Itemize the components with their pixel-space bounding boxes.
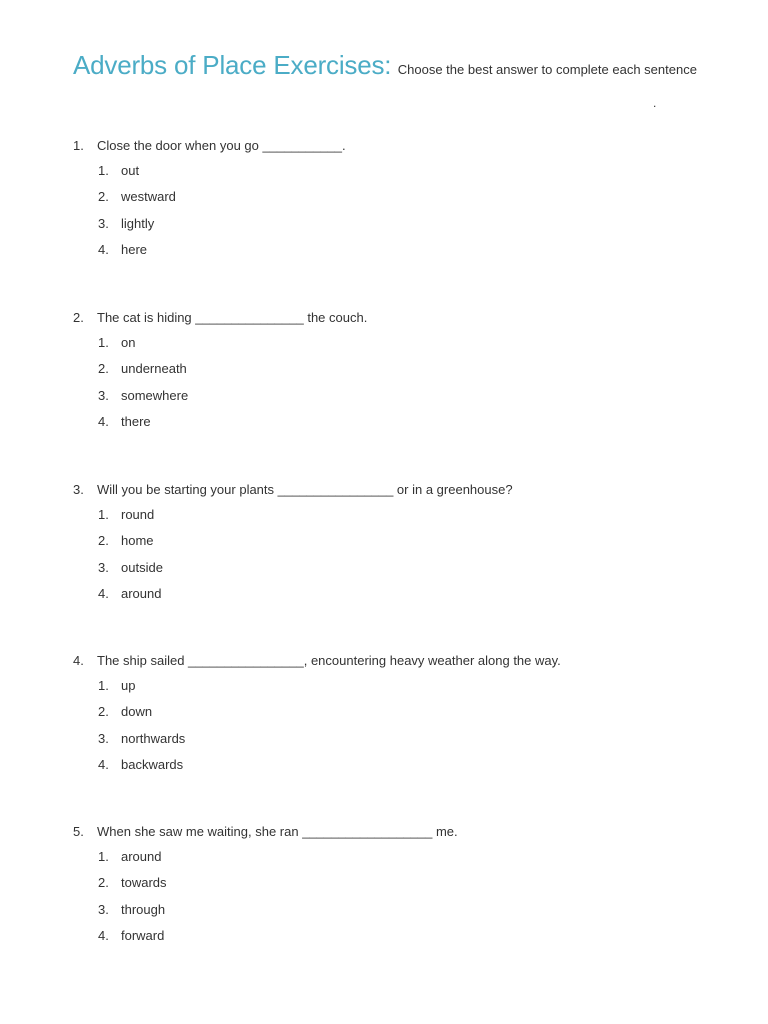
option-text: on: [121, 335, 136, 350]
answer-option[interactable]: [73, 581, 733, 607]
answer-option[interactable]: [73, 330, 733, 356]
answer-options: [73, 330, 733, 435]
question-number: 3.: [73, 482, 84, 497]
option-text: forward: [121, 927, 165, 943]
option-text: westward: [121, 189, 176, 205]
option-number: 2.: [98, 361, 109, 377]
option-text: through: [121, 901, 166, 917]
option-number: 3.: [98, 559, 109, 575]
option-text: up: [121, 678, 136, 693]
answer-options: [73, 158, 733, 263]
option-number: 2.: [98, 875, 109, 891]
answer-option[interactable]: [73, 752, 733, 778]
option-number: 1.: [98, 678, 109, 693]
option-number: 4.: [98, 756, 109, 772]
question-line: [73, 822, 733, 842]
option-number: 2.: [98, 533, 109, 549]
option-text: northwards: [121, 730, 186, 746]
question-line: [73, 308, 733, 328]
question-text: The ship sailed ________________, encountering heavy weather along the way.: [97, 653, 561, 668]
option-number: 4.: [98, 585, 109, 601]
answer-option[interactable]: [73, 870, 733, 896]
question-text: The cat is hiding _______________ the couch.: [97, 310, 368, 325]
answer-options: [73, 673, 733, 778]
option-text: round: [121, 507, 155, 522]
answer-option[interactable]: [73, 844, 733, 870]
answer-option[interactable]: [73, 502, 733, 528]
option-text: home: [121, 533, 154, 549]
option-number: 1.: [98, 163, 109, 178]
option-text: there: [121, 413, 151, 429]
question-3: [73, 480, 733, 607]
question-text: Will you be starting your plants ________________ or in a greenhouse?: [97, 482, 513, 497]
option-text: out: [121, 163, 140, 178]
question-text: Close the door when you go ___________.: [97, 138, 346, 153]
trailing-dot: .: [653, 96, 657, 110]
question-4: [73, 651, 733, 778]
answer-options: [73, 844, 733, 949]
answer-option[interactable]: [73, 383, 733, 409]
option-number: 4.: [98, 241, 109, 257]
option-text: underneath: [121, 361, 187, 377]
answer-option[interactable]: [73, 673, 733, 699]
option-text: lightly: [121, 215, 155, 231]
question-number: 5.: [73, 824, 84, 839]
answer-option[interactable]: [73, 555, 733, 581]
question-line: [73, 480, 733, 500]
option-number: 2.: [98, 189, 109, 205]
answer-option[interactable]: [73, 211, 733, 237]
option-number: 1.: [98, 849, 109, 864]
answer-option[interactable]: [73, 184, 733, 210]
option-text: backwards: [121, 756, 184, 772]
answer-option[interactable]: [73, 897, 733, 923]
option-text: around: [121, 585, 162, 601]
option-number: 4.: [98, 413, 109, 429]
answer-option[interactable]: [73, 356, 733, 382]
option-number: 1.: [98, 335, 109, 350]
option-number: 3.: [98, 387, 109, 403]
option-text: towards: [121, 875, 167, 891]
question-1: [73, 136, 733, 263]
option-text: outside: [121, 559, 163, 575]
answer-option[interactable]: [73, 699, 733, 725]
answer-option[interactable]: [73, 923, 733, 949]
question-number: 2.: [73, 310, 84, 325]
option-number: 2.: [98, 704, 109, 720]
option-number: 3.: [98, 215, 109, 231]
question-2: [73, 308, 733, 435]
option-text: around: [121, 849, 162, 864]
question-5: [73, 822, 733, 949]
option-number: 1.: [98, 507, 109, 522]
option-text: somewhere: [121, 387, 189, 403]
option-number: 3.: [98, 901, 109, 917]
answer-option[interactable]: [73, 158, 733, 184]
answer-options: [73, 502, 733, 607]
question-line: [73, 136, 733, 156]
instruction-text: Choose the best answer to complete each sentence: [397, 62, 697, 77]
page-title: Adverbs of Place Exercises:: [73, 50, 392, 80]
option-number: 3.: [98, 730, 109, 746]
option-text: down: [121, 704, 153, 720]
worksheet-header: [73, 50, 697, 81]
answer-option[interactable]: [73, 528, 733, 554]
answer-option[interactable]: [73, 726, 733, 752]
question-text: When she saw me waiting, she ran __________________ me.: [97, 824, 458, 839]
option-number: 4.: [98, 927, 109, 943]
question-number: 4.: [73, 653, 84, 668]
answer-option[interactable]: [73, 409, 733, 435]
answer-option[interactable]: [73, 237, 733, 263]
question-line: [73, 651, 733, 671]
option-text: here: [121, 241, 148, 257]
question-number: 1.: [73, 138, 84, 153]
